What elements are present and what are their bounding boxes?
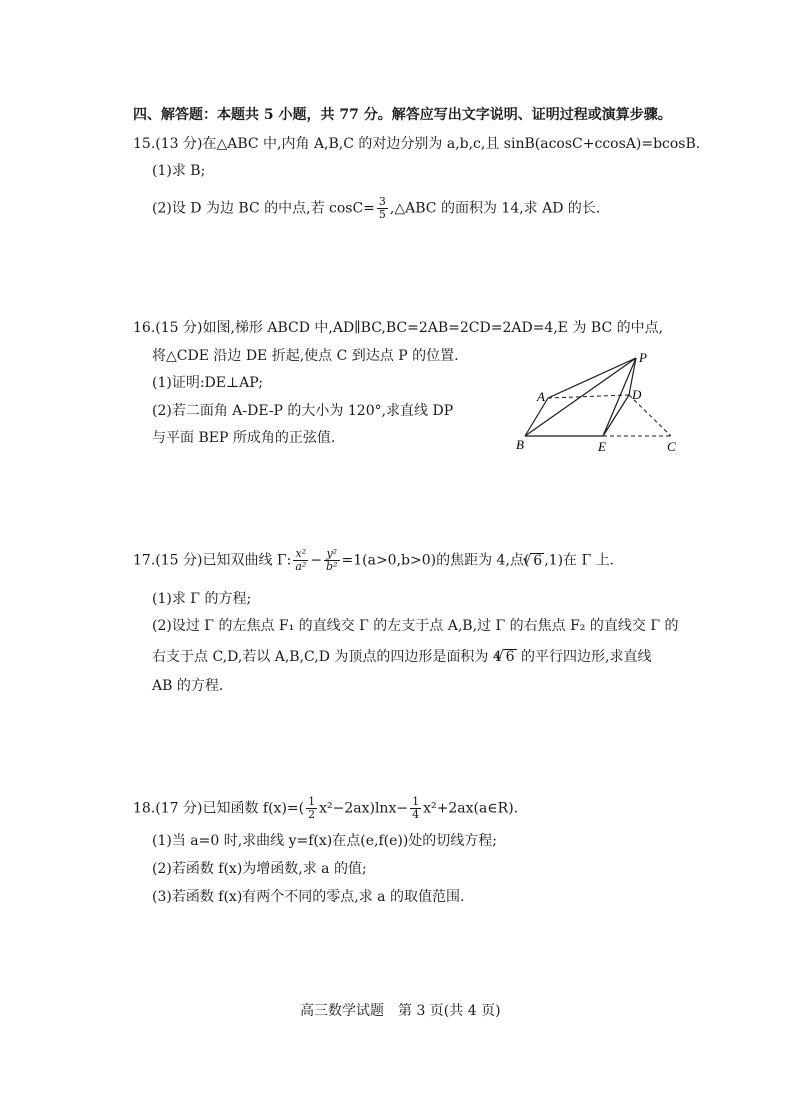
q18-stem-c: x²+2ax(a∈R).	[423, 800, 519, 817]
q18-fraction-quarter-num: 1	[412, 795, 420, 808]
q16-stem-line2: 将△CDE 沿边 DE 折起,使点 C 到达点 P 的位置.	[152, 348, 459, 364]
q17-fraction-y-num: y²	[324, 548, 339, 561]
label-e: E	[598, 439, 606, 454]
q15-part2-text-b: ,△ABC 的面积为 14,求 AD 的长.	[389, 200, 601, 217]
q18-fraction-quarter-den: 4	[412, 808, 420, 821]
q16-stem: 16.(15 分)如图,梯形 ABCD 中,AD∥BC,BC=2AB=2CD=2AD=4,E 为 BC 的中点,	[133, 320, 664, 336]
q18-part1: (1)当 a=0 时,求曲线 y=f(x)在点(e,f(e))处的切线方程;	[152, 833, 498, 849]
q17-fraction-y-den: b²	[326, 560, 338, 573]
q17-part1: (1)求 Γ 的方程;	[152, 591, 252, 607]
q18-stem	[133, 796, 518, 821]
q15-fraction	[377, 196, 388, 221]
q17-part2-line2	[152, 648, 651, 666]
edge-ap	[548, 358, 636, 398]
label-p: P	[639, 350, 647, 365]
q18-fraction-half	[306, 796, 317, 821]
q17-part2-line2-a: 右支于点 C,D,若以 A,B,C,D 为顶点的四边形是面积为 4	[152, 649, 502, 665]
q17-fraction-y	[324, 548, 339, 573]
q17-part2-line3: AB 的方程.	[152, 678, 224, 694]
q17-stem-c: ,1)在 Γ 上.	[544, 552, 615, 569]
q17-part2-line1: (2)设过 Γ 的左焦点 F₁ 的直线交 Γ 的左支于点 A,B,过 Γ 的右焦点 F₂ 的直线交 Γ 的	[152, 618, 679, 634]
label-d: D	[632, 387, 642, 402]
trapezoid-fold-figure	[508, 350, 698, 460]
q18-part2: (2)若函数 f(x)为增函数,求 a 的值;	[152, 861, 367, 877]
q18-stem-b: x²−2ax)lnx−	[319, 800, 409, 817]
q16-part2: (2)若二面角 A-DE-P 的大小为 120°,求直线 DP	[152, 403, 454, 419]
edge-ed	[603, 395, 629, 436]
q17-stem: 17.(15 分)已知双曲线 Γ: $\frac{\text{x²}}{\text{a²}}$ − $\frac{\text{y²}}{\text{b²}}$ =1(a>0,b>0)的焦距为 4,点(√ 6 ,1)在 Γ 上.	[133, 548, 614, 573]
q18-fraction-half-den: 2	[308, 808, 316, 821]
q17-fraction-x-den: a²	[295, 560, 307, 573]
q15-fraction-denominator: 5	[378, 208, 386, 221]
q18-fraction-quarter	[410, 796, 421, 821]
q16-part1: (1)证明:DE⊥AP;	[152, 375, 263, 391]
q18-fraction-half-num: 1	[308, 795, 316, 808]
q15-part2	[152, 196, 600, 221]
q17-stem-b: =1(a>0,b>0)的焦距为 4,点(	[341, 552, 530, 569]
q15-part2-text-a: (2)设 D 为边 BC 的中点,若 cosC=	[152, 200, 375, 217]
q17-sqrt-6: √ 6	[530, 553, 544, 568]
q18-stem-a: 18.(17 分)已知函数 f(x)=(	[133, 800, 305, 817]
q18-part3: (3)若函数 f(x)有两个不同的零点,求 a 的取值范围.	[152, 889, 465, 905]
q16-part2-cont: 与平面 BEP 所成角的正弦值.	[152, 430, 336, 446]
q15-fraction-numerator: 3	[378, 195, 386, 208]
q17-part2-line2-b: 的平行四边形,求直线	[516, 649, 652, 665]
q17-fraction-x	[293, 548, 308, 573]
label-a: A	[537, 389, 545, 404]
label-b: B	[516, 437, 524, 452]
page-footer: 高三数学试题 第 3 页(共 4 页)	[300, 1003, 501, 1019]
q15-stem: 15.(13 分)在△ABC 中,内角 A,B,C 的对边分别为 a,b,c,且 sinB(acosC+ccosA)=bcosB.	[133, 136, 701, 152]
label-c: C	[667, 439, 676, 454]
edge-ad-dashed	[548, 395, 629, 398]
q15-part1: (1)求 B;	[152, 163, 206, 179]
q17-fraction-x-num: x²	[293, 548, 308, 561]
q17-part2-sqrt: √ 6	[503, 649, 517, 664]
section-header: 四、解答题：本题共 5 小题，共 77 分。解答应写出文字说明、证明过程或演算步骤。	[133, 107, 672, 123]
q17-stem-a: 17.(15 分)已知双曲线 Γ:	[133, 552, 292, 569]
